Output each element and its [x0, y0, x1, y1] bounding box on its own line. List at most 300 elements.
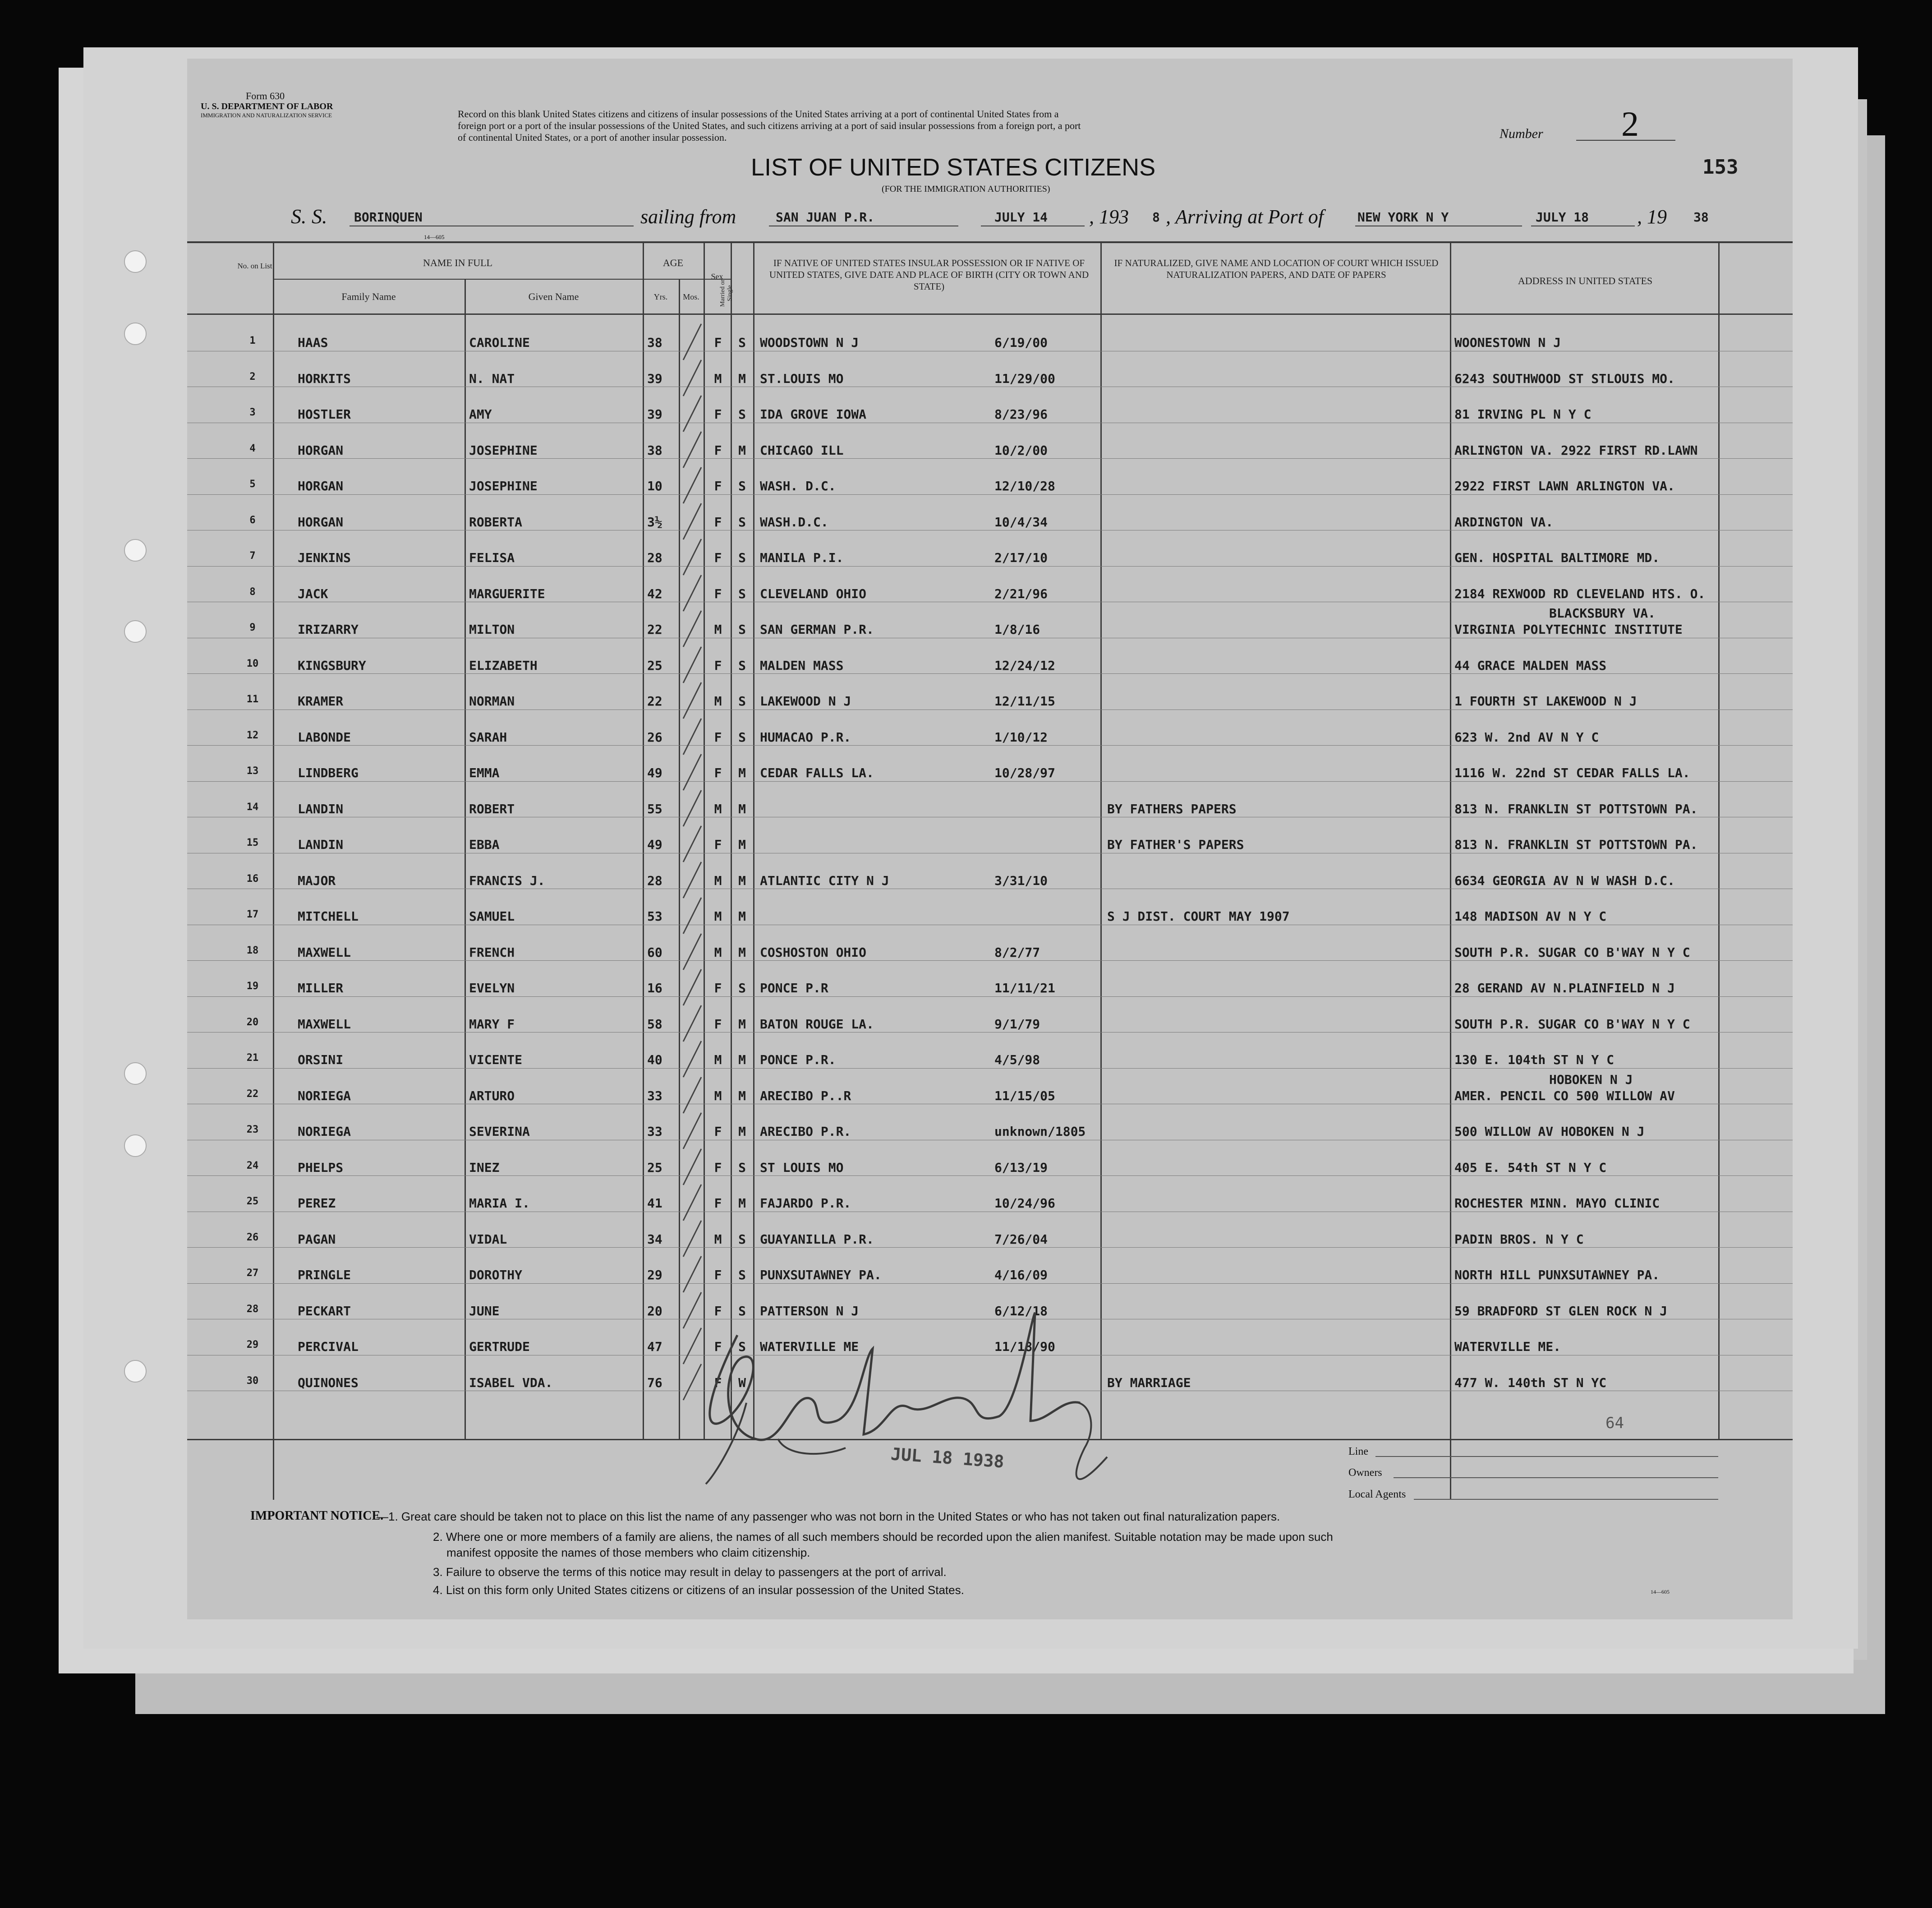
row-given-name: ISABEL VDA. [469, 1375, 553, 1390]
row-row-number: 2 [249, 371, 256, 383]
row-birth-place: CLEVELAND OHIO [760, 586, 867, 601]
row-age-years: 25 [647, 658, 662, 673]
line-label: Line [1348, 1446, 1368, 1457]
ss-label: S. S. [291, 205, 327, 228]
row-family-name: LINDBERG [298, 765, 359, 780]
row-sex: F [714, 729, 722, 745]
row-marital-status: M [738, 801, 746, 816]
row-address: 813 N. FRANKLIN ST POTTSTOWN PA. [1454, 837, 1698, 852]
row-marital-status: M [738, 873, 746, 888]
row-row-number: 26 [246, 1231, 259, 1243]
row-age-years: 22 [647, 622, 662, 637]
check-mark [679, 429, 706, 470]
row-given-name: VIDAL [469, 1231, 507, 1247]
row-family-name: HAAS [298, 335, 328, 350]
row-marital-status: M [738, 765, 746, 780]
owners-underline [1394, 1477, 1718, 1478]
row-sex: F [714, 1375, 722, 1390]
row-given-name: FRANCIS J. [469, 873, 545, 888]
row-given-name: JUNE [469, 1303, 500, 1318]
row-given-name: CAROLINE [469, 335, 530, 350]
row-address: 6634 GEORGIA AV N W WASH D.C. [1454, 873, 1675, 888]
row-marital-status: S [738, 1339, 746, 1354]
row-age-years: 38 [647, 442, 662, 458]
punch-hole [124, 539, 147, 562]
row-birth-place: BATON ROUGE LA. [760, 1016, 874, 1032]
arriving-label: , Arriving at Port of [1166, 206, 1324, 228]
row-address: 148 MADISON AV N Y C [1454, 909, 1607, 924]
row-birth-place: ST LOUIS MO [760, 1160, 844, 1175]
row-age-years: 55 [647, 801, 662, 816]
department-label: U. S. DEPARTMENT OF LABOR [201, 101, 333, 111]
row-marital-status: M [738, 1016, 746, 1032]
instructions-line-3: of continental United States, or a port of another insular possession. [458, 132, 727, 143]
marginal-note: 64 [1605, 1414, 1624, 1432]
row-address: AMER. PENCIL CO 500 WILLOW AV [1454, 1088, 1675, 1103]
row-sex: M [714, 1052, 722, 1067]
row-family-name: PERCIVAL [298, 1339, 359, 1354]
row-sex: F [714, 586, 722, 601]
check-mark [679, 1182, 706, 1223]
column-divider [273, 241, 274, 1500]
row-marital-status: S [738, 658, 746, 673]
row-row-number: 28 [246, 1303, 259, 1315]
row-address: 28 GERAND AV N.PLAINFIELD N J [1454, 981, 1675, 995]
row-given-name: EMMA [469, 765, 500, 780]
row-address: 405 E. 54th ST N Y C [1454, 1160, 1607, 1175]
row-given-name: DOROTHY [469, 1267, 523, 1282]
row-birth-date: 7/26/04 [994, 1231, 1048, 1247]
row-naturalization: BY MARRIAGE [1107, 1375, 1191, 1390]
row-family-name: HOSTLER [298, 407, 351, 422]
check-mark [679, 716, 706, 757]
col-header-yrs: Yrs. [653, 292, 668, 301]
row-age-years: 26 [647, 729, 662, 745]
check-mark [679, 1218, 706, 1259]
row-marital-status: S [738, 1267, 746, 1282]
table-top-rule [187, 241, 1793, 243]
row-family-name: MITCHELL [298, 909, 359, 924]
row-sex: F [714, 479, 722, 493]
check-mark [679, 824, 706, 864]
row-family-name: PECKART [298, 1303, 351, 1318]
row-birth-place: WATERVILLE ME [760, 1339, 859, 1354]
row-family-name: JACK [298, 586, 328, 601]
row-age-years: 49 [647, 837, 662, 852]
check-mark [679, 1003, 706, 1044]
row-birth-date: 11/29/00 [994, 371, 1055, 386]
row-family-name: KINGSBURY [298, 658, 366, 673]
row-birth-place: ATLANTIC CITY N J [760, 873, 889, 888]
row-birth-date: 6/12/18 [994, 1303, 1048, 1318]
punch-hole [124, 1062, 147, 1085]
row-marital-status: S [738, 1160, 746, 1175]
row-family-name: MAXWELL [298, 945, 351, 960]
row-rule [187, 996, 1793, 997]
row-row-number: 16 [246, 873, 259, 885]
local-agents-underline [1414, 1499, 1718, 1500]
row-birth-place: PONCE P.R [760, 981, 828, 995]
row-naturalization: BY FATHER'S PAPERS [1107, 837, 1244, 852]
passenger-manifest-form [187, 59, 1793, 1619]
row-rule [187, 781, 1793, 782]
col-header-naturalized: IF NATURALIZED, GIVE NAME AND LOCATION OF COURT WHICH ISSUED NATURALIZATION PAPERS, AND DATE OF PAPERS [1114, 258, 1439, 280]
check-mark [679, 1111, 706, 1151]
arrival-port: NEW YORK N Y [1357, 210, 1449, 225]
row-row-number: 1 [249, 335, 256, 346]
row-birth-place: IDA GROVE IOWA [760, 407, 867, 422]
row-marital-status: S [738, 479, 746, 493]
row-given-name: EVELYN [469, 981, 515, 995]
row-rule [187, 673, 1793, 674]
row-given-name: INEZ [469, 1160, 500, 1175]
row-family-name: PAGAN [298, 1231, 336, 1247]
row-age-years: 38 [647, 335, 662, 350]
row-row-number: 18 [246, 945, 259, 956]
row-birth-place: PUNXSUTAWNEY PA. [760, 1267, 882, 1282]
row-marital-status: S [738, 729, 746, 745]
row-age-years: 22 [647, 694, 662, 709]
row-address: WATERVILLE ME. [1454, 1339, 1561, 1354]
check-mark [679, 1075, 706, 1115]
col-header-given: Given Name [528, 291, 579, 302]
check-mark [679, 895, 706, 936]
row-rule [187, 494, 1793, 495]
row-address: PADIN BROS. N Y C [1454, 1231, 1584, 1247]
row-age-years: 33 [647, 1088, 662, 1103]
row-sex: F [714, 981, 722, 995]
row-sex: F [714, 765, 722, 780]
row-birth-place: CHICAGO ILL [760, 442, 844, 458]
row-row-number: 8 [249, 586, 256, 598]
row-birth-date: 10/24/96 [994, 1196, 1055, 1211]
row-age-years: 40 [647, 1052, 662, 1067]
row-given-name: ROBERT [469, 801, 515, 816]
row-given-name: MARIA I. [469, 1196, 530, 1211]
row-age-years: 25 [647, 1160, 662, 1175]
row-birth-place: MANILA P.I. [760, 550, 844, 565]
arrival-year-prefix: , 19 [1637, 206, 1667, 228]
row-family-name: ORSINI [298, 1052, 344, 1067]
date-stamp: JUL 18 1938 [890, 1444, 1005, 1472]
column-divider [1450, 241, 1451, 1500]
row-row-number: 9 [249, 622, 256, 633]
row-address: 623 W. 2nd AV N Y C [1454, 729, 1599, 745]
row-marital-status: M [738, 945, 746, 960]
row-sex: M [714, 622, 722, 637]
row-address-extra: BLACKSBURY VA. [1549, 606, 1656, 621]
row-age-years: 53 [647, 909, 662, 924]
row-birth-place: ARECIBO P.R. [760, 1124, 851, 1139]
row-birth-date: 2/21/96 [994, 586, 1048, 601]
row-family-name: NORIEGA [298, 1124, 351, 1139]
row-address: 6243 SOUTHWOOD ST STLOUIS MO. [1454, 371, 1675, 386]
col-header-name: NAME IN FULL [423, 257, 492, 268]
row-given-name: NORMAN [469, 694, 515, 709]
row-address: NORTH HILL PUNXSUTAWNEY PA. [1454, 1267, 1660, 1282]
check-mark [679, 860, 706, 900]
check-mark [679, 680, 706, 721]
row-age-years: 39 [647, 371, 662, 386]
row-age-years: 58 [647, 1016, 662, 1032]
row-marital-status: S [738, 586, 746, 601]
row-given-name: SEVERINA [469, 1124, 530, 1139]
row-marital-status: S [738, 407, 746, 422]
row-sex: M [714, 1231, 722, 1247]
row-address: 59 BRADFORD ST GLEN ROCK N J [1454, 1303, 1668, 1318]
row-sex: F [714, 1339, 722, 1354]
row-row-number: 4 [249, 442, 256, 454]
row-family-name: MILLER [298, 981, 344, 995]
row-row-number: 5 [249, 479, 256, 490]
row-sex: F [714, 1016, 722, 1032]
row-birth-date: 11/18/90 [994, 1339, 1055, 1354]
row-address: 130 E. 104th ST N Y C [1454, 1052, 1615, 1067]
row-marital-status: S [738, 694, 746, 709]
row-row-number: 13 [246, 765, 259, 777]
row-marital-status: M [738, 837, 746, 852]
row-marital-status: M [738, 909, 746, 924]
check-mark [679, 1039, 706, 1079]
row-address: 44 GRACE MALDEN MASS [1454, 658, 1607, 673]
row-given-name: N. NAT [469, 371, 515, 386]
row-row-number: 15 [246, 837, 259, 848]
check-mark [679, 645, 706, 685]
row-row-number: 6 [249, 514, 256, 526]
row-sex: F [714, 1196, 722, 1211]
row-birth-place: COSHOSTON OHIO [760, 945, 867, 960]
row-birth-date: 1/10/12 [994, 729, 1048, 745]
row-row-number: 29 [246, 1339, 259, 1350]
row-marital-status: M [738, 442, 746, 458]
row-given-name: GERTRUDE [469, 1339, 530, 1354]
row-sex: F [714, 837, 722, 852]
row-birth-date: 3/31/10 [994, 873, 1048, 888]
row-sex: F [714, 514, 722, 530]
row-sex: M [714, 371, 722, 386]
row-sex: M [714, 873, 722, 888]
row-row-number: 20 [246, 1016, 259, 1028]
row-marital-status: M [738, 371, 746, 386]
row-birth-date: 4/16/09 [994, 1267, 1048, 1282]
punch-hole [124, 323, 147, 345]
check-mark [679, 931, 706, 972]
row-address: VIRGINIA POLYTECHNIC INSTITUTE [1454, 622, 1683, 637]
row-sex: M [714, 1088, 722, 1103]
row-row-number: 25 [246, 1196, 259, 1207]
row-sex: M [714, 801, 722, 816]
row-birth-place: CEDAR FALLS LA. [760, 765, 874, 780]
check-mark [679, 501, 706, 542]
col-header-address: ADDRESS IN UNITED STATES [1518, 275, 1653, 286]
row-sex: F [714, 407, 722, 422]
form-subtitle: (FOR THE IMMIGRATION AUTHORITIES) [882, 184, 1050, 194]
row-sex: F [714, 1303, 722, 1318]
row-given-name: VICENTE [469, 1052, 523, 1067]
row-rule [187, 1175, 1793, 1176]
row-birth-date: 1/8/16 [994, 622, 1040, 637]
row-age-years: 20 [647, 1303, 662, 1318]
col-header-no: No. on List [237, 262, 272, 270]
row-age-years: 42 [647, 586, 662, 601]
row-rule [187, 960, 1793, 961]
row-birth-date: 12/24/12 [994, 658, 1055, 673]
row-given-name: JOSEPHINE [469, 479, 538, 493]
row-row-number: 7 [249, 550, 256, 562]
row-row-number: 3 [249, 407, 256, 418]
row-family-name: PRINGLE [298, 1267, 351, 1282]
column-divider [465, 279, 466, 1440]
row-birth-date: 10/2/00 [994, 442, 1048, 458]
row-age-years: 49 [647, 765, 662, 780]
punch-hole [124, 620, 147, 643]
form-number: Form 630 [246, 90, 285, 101]
row-family-name: HORKITS [298, 371, 351, 386]
row-age-years: 10 [647, 479, 662, 493]
row-birth-place: MALDEN MASS [760, 658, 844, 673]
footer-code: 14—605 [1651, 1589, 1670, 1595]
row-family-name: PHELPS [298, 1160, 344, 1175]
form-title: LIST OF UNITED STATES CITIZENS [751, 154, 1156, 181]
row-family-name: QUINONES [298, 1375, 359, 1390]
row-marital-status: S [738, 622, 746, 637]
row-given-name: ELIZABETH [469, 658, 538, 673]
row-given-name: SARAH [469, 729, 507, 745]
row-given-name: MILTON [469, 622, 515, 637]
col-header-family: Family Name [341, 291, 396, 302]
row-family-name: LANDIN [298, 801, 344, 816]
row-birth-date: 6/19/00 [994, 335, 1048, 350]
row-row-number: 14 [246, 801, 259, 813]
row-birth-place: ST.LOUIS MO [760, 371, 844, 386]
row-given-name: FELISA [469, 550, 515, 565]
row-sex: F [714, 550, 722, 565]
row-given-name: FRENCH [469, 945, 515, 960]
row-sex: M [714, 694, 722, 709]
row-birth-date: 10/4/34 [994, 514, 1048, 530]
row-age-years: 76 [647, 1375, 662, 1390]
row-age-years: 47 [647, 1339, 662, 1354]
row-sex: F [714, 1267, 722, 1282]
col-header-sex: Sex [711, 272, 723, 281]
row-age-years: 39 [647, 407, 662, 422]
row-given-name: EBBA [469, 837, 500, 852]
local-agents-label: Local Agents [1348, 1489, 1406, 1500]
row-marital-status: M [738, 1124, 746, 1139]
ship-name: BORINQUEN [354, 210, 423, 225]
check-mark [679, 1147, 706, 1187]
row-row-number: 17 [246, 909, 259, 920]
check-mark [679, 608, 706, 649]
row-address: GEN. HOSPITAL BALTIMORE MD. [1454, 550, 1660, 565]
row-birth-place: HUMACAO P.R. [760, 729, 851, 745]
row-birth-date: 2/17/10 [994, 550, 1048, 565]
row-marital-status: S [738, 335, 746, 350]
page-stamp-number: 153 [1702, 156, 1739, 179]
row-sex: F [714, 442, 722, 458]
row-age-years: 34 [647, 1231, 662, 1247]
row-row-number: 27 [246, 1267, 259, 1279]
row-birth-place: WASH. D.C. [760, 479, 836, 493]
row-family-name: PEREZ [298, 1196, 336, 1211]
row-birth-date: 11/15/05 [994, 1088, 1055, 1103]
row-family-name: NORIEGA [298, 1088, 351, 1103]
row-birth-place: ARECIBO P..R [760, 1088, 851, 1103]
instructions-line-1: Record on this blank United States citizens and citizens of insular possessions of the United States arriving at a port of continental United States from a [458, 108, 1059, 120]
row-row-number: 23 [246, 1124, 259, 1135]
column-divider [753, 241, 754, 1439]
row-row-number: 24 [246, 1160, 259, 1171]
notice-item-4: 4. List on this form only United States citizens or citizens of an insular possession of the United States. [433, 1583, 964, 1597]
punch-hole [124, 1360, 147, 1383]
arrival-year-suffix: 38 [1693, 210, 1709, 225]
row-given-name: ARTURO [469, 1088, 515, 1103]
row-marital-status: S [738, 550, 746, 565]
row-address: 81 IRVING PL N Y C [1454, 407, 1592, 422]
row-age-years: 28 [647, 873, 662, 888]
departure-year-digit: 8 [1152, 210, 1160, 225]
punch-hole [124, 250, 147, 273]
row-address-extra: HOBOKEN N J [1549, 1072, 1633, 1087]
row-age-years: 28 [647, 550, 662, 565]
row-birth-place: SAN GERMAN P.R. [760, 622, 874, 637]
notice-item-3: 3. Failure to observe the terms of this notice may result in delay to passengers at the port of arrival. [433, 1565, 947, 1579]
row-naturalization: S J DIST. COURT MAY 1907 [1107, 909, 1290, 924]
row-address: ROCHESTER MINN. MAYO CLINIC [1454, 1196, 1660, 1211]
row-birth-place: LAKEWOOD N J [760, 694, 851, 709]
row-birth-place: FAJARDO P.R. [760, 1196, 851, 1211]
row-marital-status: S [738, 514, 746, 530]
notice-item-2: 2. Where one or more members of a family are aliens, the names of all such members should be recorded upon the alien manifest. Suitable notation may be made upon such [433, 1530, 1333, 1544]
printer-mark: 14—605 [424, 234, 445, 240]
notice-item-1: —1. Great care should be taken not to place on this list the name of any passenger who was not born in the United States or who has not taken out final naturalization papers. [377, 1510, 1280, 1523]
row-address: ARDINGTON VA. [1454, 514, 1554, 530]
row-family-name: JENKINS [298, 550, 351, 565]
col-header-birth: IF NATIVE OF UNITED STATES INSULAR POSSESSION OR IF NATIVE OF UNITED STATES, GIVE DATE AND PLACE OF BIRTH (CITY OR TOWN AND STATE) [769, 258, 1089, 292]
row-age-years: 16 [647, 981, 662, 995]
row-birth-date: unknown/1805 [994, 1124, 1086, 1139]
row-birth-date: 8/23/96 [994, 407, 1048, 422]
notice-heading: IMPORTANT NOTICE. [250, 1509, 384, 1523]
line-underline [1375, 1456, 1718, 1457]
row-family-name: LABONDE [298, 729, 351, 745]
row-sex: F [714, 1124, 722, 1139]
column-divider [643, 241, 644, 1439]
check-mark [679, 393, 706, 434]
row-family-name: KRAMER [298, 694, 344, 709]
check-mark [679, 967, 706, 1008]
row-sex: M [714, 945, 722, 960]
row-birth-date: 8/2/77 [994, 945, 1040, 960]
name-age-subrule [273, 279, 731, 280]
row-given-name: MARGUERITE [469, 586, 545, 601]
row-given-name: SAMUEL [469, 909, 515, 924]
row-age-years: 3½ [647, 514, 662, 530]
departure-date: JULY 14 [994, 210, 1048, 225]
row-marital-status: M [738, 1052, 746, 1067]
row-family-name: HORGAN [298, 442, 344, 458]
row-sex: F [714, 1160, 722, 1175]
row-birth-place: PATTERSON N J [760, 1303, 859, 1318]
row-sex: F [714, 335, 722, 350]
row-birth-place: WOODSTOWN N J [760, 335, 859, 350]
row-birth-place: PONCE P.R. [760, 1052, 836, 1067]
row-marital-status: S [738, 1303, 746, 1318]
row-given-name: MARY F [469, 1016, 515, 1032]
row-birth-place: WASH.D.C. [760, 514, 828, 530]
row-rule [187, 1283, 1793, 1284]
row-birth-date: 9/1/79 [994, 1016, 1040, 1032]
